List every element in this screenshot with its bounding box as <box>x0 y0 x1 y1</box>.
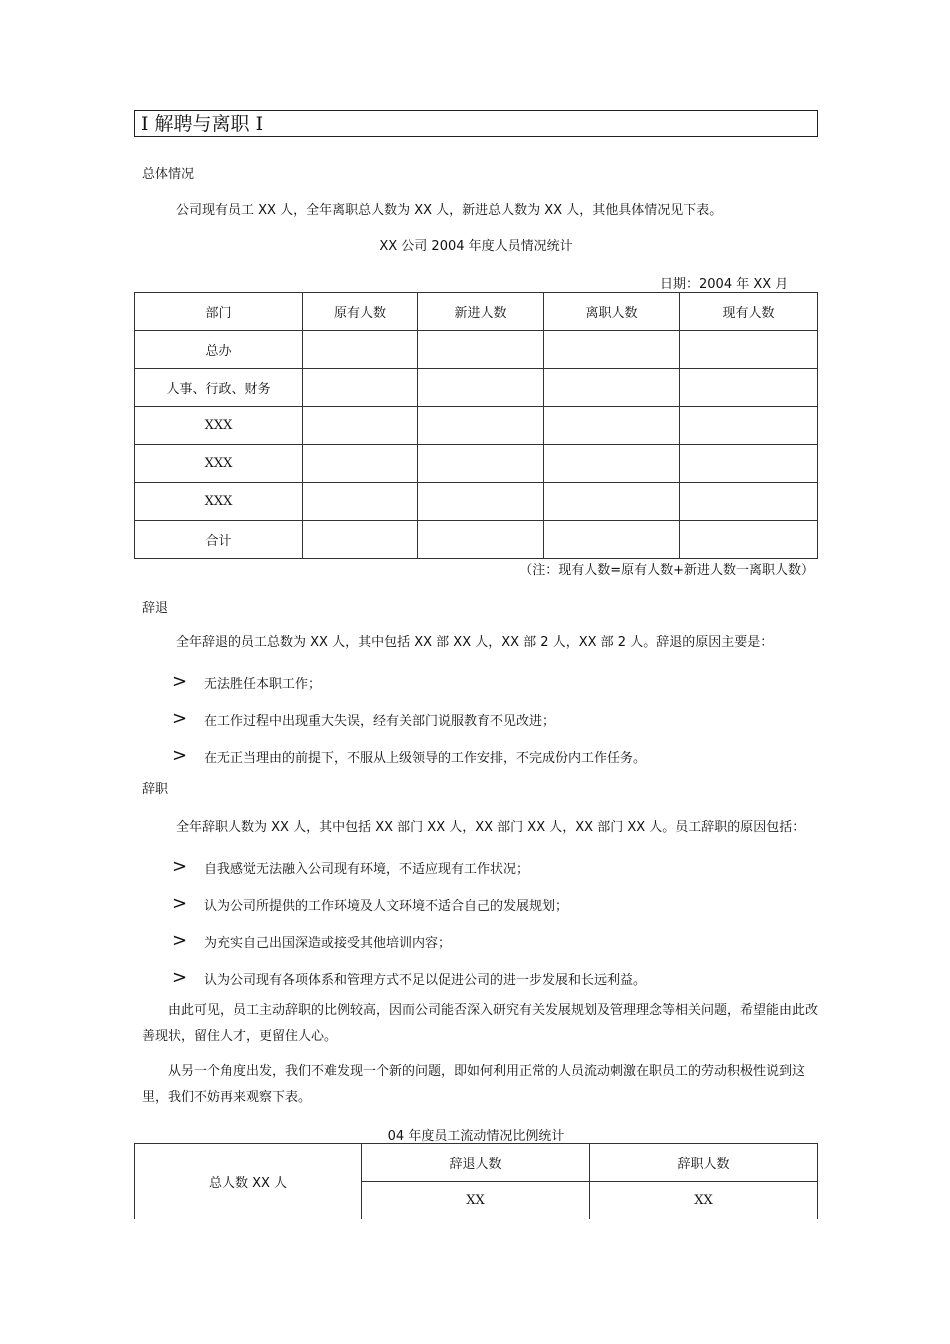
table-cell: XX <box>362 1182 590 1220</box>
conclusion-paragraph-1: 由此可见，员工主动辞职的比例较高，因而公司能否深入研究有关发展规划及管理理念等相关问题，希望能由此改善现状，留住人才，更留住人心。 <box>142 1003 819 1044</box>
table-cell: XXX <box>135 445 303 483</box>
table-row <box>135 369 818 407</box>
stats-table-note: （注：现有人数=原有人数+新进人数一离职人数） <box>519 563 814 578</box>
table-row <box>135 407 818 445</box>
table-cell <box>680 483 818 521</box>
chevron-right-icon: > <box>172 671 188 692</box>
table-cell <box>680 369 818 407</box>
list-item <box>172 968 187 987</box>
overall-paragraph: 公司现有员工 XX 人，全年离职总人数为 XX 人，新进总人数为 XX 人，其他具体情况见下表。 <box>176 203 723 218</box>
chevron-right-icon: > <box>172 745 188 766</box>
table-cell <box>680 445 818 483</box>
dismissal-paragraph: 全年辞退的员工总数为 XX 人，其中包括 XX 部 XX 人，XX 部 2 人，XX 部 2 人。辞退的原因主要是： <box>176 635 774 650</box>
list-item <box>172 709 187 728</box>
table-cell <box>680 407 818 445</box>
table-cell <box>418 407 544 445</box>
chevron-right-icon: > <box>172 708 188 729</box>
table-row-total <box>135 521 818 559</box>
table-cell: XX <box>590 1182 818 1220</box>
resignation-reason: 自我感觉无法融入公司现有环境，不适应现有工作状况； <box>204 862 530 877</box>
table-header-cell: 原有人数 <box>303 293 418 331</box>
table-cell <box>303 483 418 521</box>
chevron-right-icon: > <box>172 893 188 914</box>
table-cell <box>544 407 680 445</box>
table-cell <box>544 483 680 521</box>
table-cell: 人事、行政、财务 <box>135 369 303 407</box>
list-item <box>172 931 187 950</box>
ratio-table <box>134 1143 818 1219</box>
resignation-paragraph: 全年辞职人数为 XX 人，其中包括 XX 部门 XX 人，XX 部门 XX 人，XX 部门 XX 人。员工辞职的原因包括： <box>176 820 806 835</box>
dismissal-reason: 无法胜任本职工作； <box>204 677 322 692</box>
table-row <box>135 1144 818 1182</box>
stats-table <box>134 292 818 559</box>
table-cell <box>303 521 418 559</box>
table-cell: 合计 <box>135 521 303 559</box>
chevron-right-icon: > <box>172 967 188 988</box>
table-header-cell: 现有人数 <box>680 293 818 331</box>
table-cell: XXX <box>135 407 303 445</box>
dismissal-reason: 在工作过程中出现重大失误，经有关部门说服教育不见改进； <box>204 714 556 729</box>
section-heading-dismissal: 辞退 <box>142 601 169 616</box>
table-cell <box>544 331 680 369</box>
table-cell <box>680 521 818 559</box>
table-cell <box>418 445 544 483</box>
table-cell <box>418 369 544 407</box>
list-item <box>172 857 187 876</box>
chevron-right-icon: > <box>172 930 188 951</box>
table-cell: 总办 <box>135 331 303 369</box>
table-cell <box>418 331 544 369</box>
table-row <box>135 331 818 369</box>
resignation-reason: 认为公司现有各项体系和管理方式不足以促进公司的进一步发展和长远利益。 <box>204 973 647 988</box>
table-header-cell: 辞职人数 <box>590 1144 818 1182</box>
list-item <box>172 672 187 691</box>
table-cell <box>303 445 418 483</box>
table-cell <box>544 521 680 559</box>
table-cell <box>418 483 544 521</box>
table-header-cell: 新进人数 <box>418 293 544 331</box>
list-item <box>172 894 187 913</box>
table-row <box>135 445 818 483</box>
table-cell: XXX <box>135 483 303 521</box>
table-row <box>135 483 818 521</box>
table-cell <box>303 369 418 407</box>
section-heading-overall: 总体情况 <box>142 167 195 182</box>
stats-table-date: 日期：2004 年 XX 月 <box>660 277 789 292</box>
table-header-cell: 离职人数 <box>544 293 680 331</box>
resignation-reason: 为充实自己出国深造或接受其他培训内容； <box>204 936 452 951</box>
dismissal-reason: 在无正当理由的前提下，不服从上级领导的工作安排，不完成份内工作任务。 <box>204 751 647 766</box>
table-cell <box>418 521 544 559</box>
table-cell <box>303 331 418 369</box>
table-cell <box>680 331 818 369</box>
stats-table-caption: XX 公司 2004 年度人员情况统计 <box>379 239 573 254</box>
ratio-total-cell: 总人数 XX 人 <box>135 1144 362 1220</box>
table-header-row <box>135 293 818 331</box>
section-heading-resignation: 辞职 <box>142 782 169 797</box>
table-header-cell: 辞退人数 <box>362 1144 590 1182</box>
resignation-reason: 认为公司所提供的工作环境及人文环境不适合自己的发展规划； <box>204 899 569 914</box>
chevron-right-icon: > <box>172 856 188 877</box>
table-cell <box>544 445 680 483</box>
table-cell <box>544 369 680 407</box>
ratio-table-caption: 04 年度员工流动情况比例统计 <box>387 1129 565 1144</box>
list-item <box>172 746 187 765</box>
table-cell <box>303 407 418 445</box>
document-title: I 解聘与离职 I <box>134 110 818 137</box>
conclusion-paragraph-2: 从另一个角度出发，我们不难发现一个新的问题，即如何利用正常的人员流动刺激在职员工的劳动积极性说到这里，我们不妨再来观察下表。 <box>142 1064 806 1105</box>
table-header-cell: 部门 <box>135 293 303 331</box>
